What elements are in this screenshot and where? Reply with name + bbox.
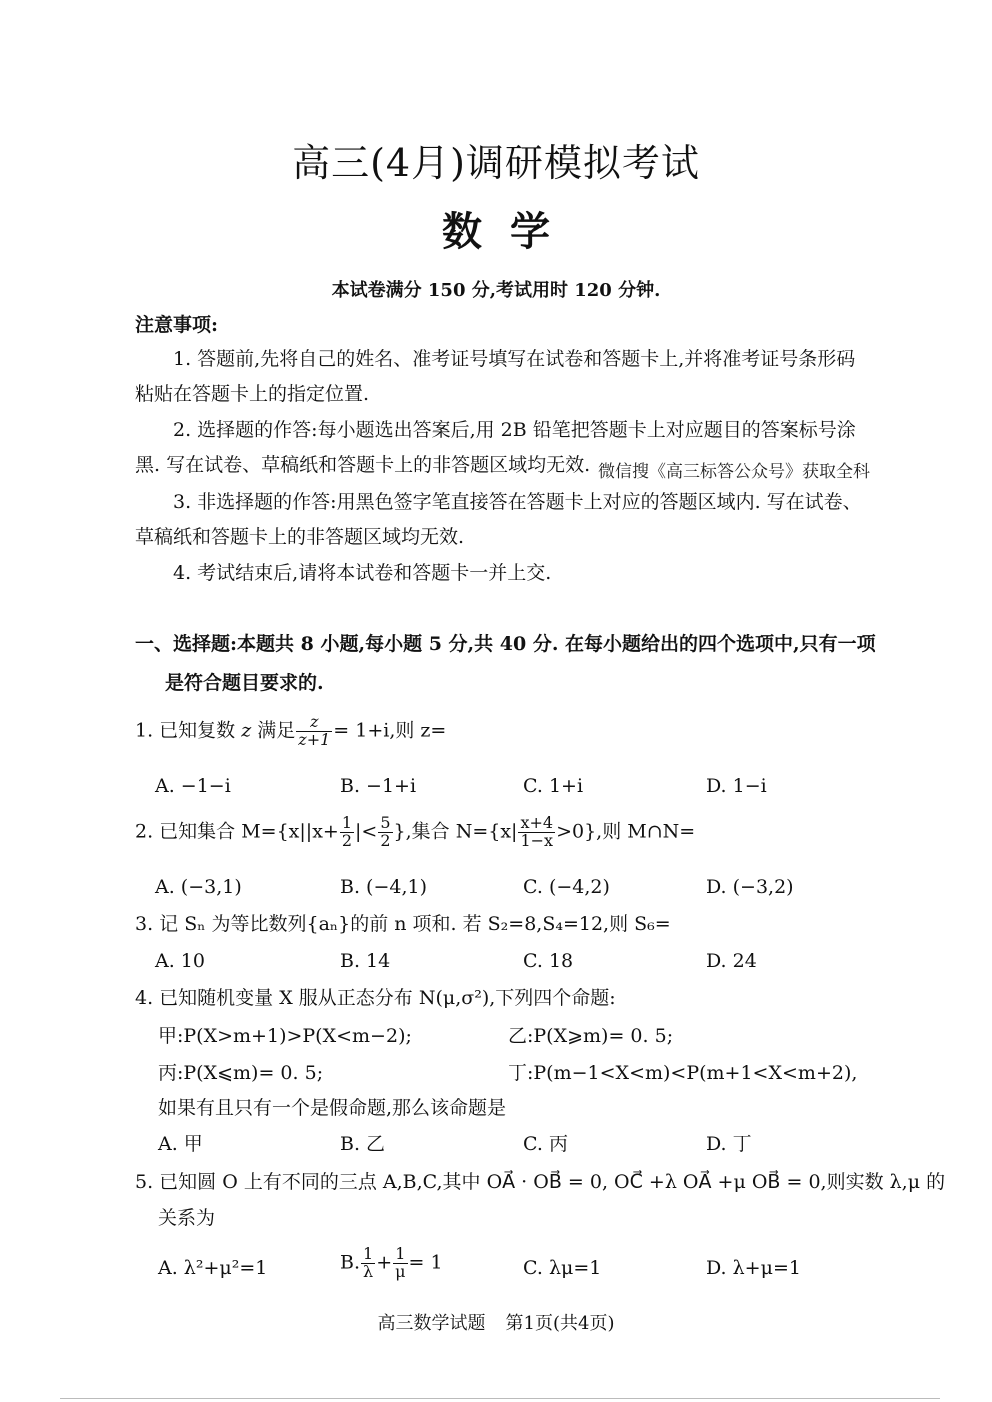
question-2 [135, 815, 695, 850]
footer-title: 高三数学试题 [377, 1313, 486, 1334]
q2-option-a: A. (−3,1) [155, 876, 242, 898]
question-3: 3. 记 Sₙ 为等比数列{aₙ}的前 n 项和. 若 S₂=8,S₄=12,则 S₆= [135, 913, 671, 935]
q2-option-d: D. (−3,2) [706, 876, 794, 898]
question-1 [135, 714, 446, 749]
notice-item-2-line-2: 黑. 写在试卷、草稿纸和答题卡上的非答题区域均无效. [135, 454, 591, 476]
q4-option-b: B. 乙 [340, 1133, 386, 1155]
page-footer [0, 1309, 992, 1335]
q5-option-a: A. λ²+μ²=1 [158, 1257, 268, 1279]
q4-option-a: A. 甲 [158, 1133, 203, 1155]
q4-proposition-yi: 乙:P(X⩾m)= 0. 5; [508, 1025, 674, 1047]
notice-item-4: 4. 考试结束后,请将本试卷和答题卡一并上交. [173, 562, 552, 584]
q5-option-d: D. λ+μ=1 [706, 1257, 801, 1279]
q2-fraction-1-num: 1 [341, 813, 353, 832]
q1-text-mid: 满足 [251, 719, 296, 742]
q4-option-d: D. 丁 [706, 1133, 752, 1155]
q2-fraction-1 [340, 815, 354, 850]
notice-item-1-line-2: 粘贴在答题卡上的指定位置. [135, 383, 370, 405]
notice-item-1-line-1: 1. 答题前,先将自己的姓名、准考证号填写在试卷和答题卡上,并将准考证号条形码 [173, 348, 856, 370]
question-5-line-2: 关系为 [158, 1207, 216, 1229]
q3-option-b: B. 14 [340, 950, 391, 972]
q4-proposition-ding: 丁:P(m−1<X<m)<P(m+1<X<m+2), [508, 1062, 858, 1084]
q2-fraction-2 [378, 815, 392, 850]
q3-option-c: C. 18 [523, 950, 574, 972]
q4-proposition-jia: 甲:P(X>m+1)>P(X<m−2); [158, 1025, 412, 1047]
q1-text-pre: 1. 已知复数 [135, 719, 242, 742]
q5-option-b-plus: + [376, 1251, 393, 1274]
subject-title: 数学 [442, 208, 578, 255]
q1-fraction [296, 714, 332, 749]
q4-option-c: C. 丙 [523, 1133, 568, 1155]
q1-option-a: A. −1−i [155, 775, 231, 797]
notice-item-3-line-2: 草稿纸和答题卡上的非答题区域均无效. [135, 526, 465, 548]
q2-fraction-3-num: x+4 [520, 813, 554, 832]
q2-text-mid1: |< [355, 820, 378, 843]
exam-title: 高三(4月)调研模拟考试 [292, 141, 700, 185]
q3-option-a: A. 10 [155, 950, 205, 972]
q1-fraction-num: z [296, 714, 332, 732]
q5-option-c: C. λμ=1 [523, 1257, 602, 1279]
q5-option-b-fraction-2-num: 1 [393, 1246, 407, 1264]
q5-option-b-fraction-1 [361, 1246, 375, 1281]
q5-option-b-post: = 1 [408, 1251, 443, 1274]
q2-fraction-3-den: 1−x [520, 830, 554, 850]
q5-option-b-fraction-2-den: μ [395, 1261, 406, 1281]
q1-option-b: B. −1+i [340, 775, 417, 797]
q1-text-post: = 1+i,则 z= [333, 719, 447, 742]
notice-item-2-line-1: 2. 选择题的作答:每小题选出答案后,用 2B 铅笔把答题卡上对应题目的答案标号涂 [173, 419, 856, 441]
q2-option-c: C. (−4,2) [523, 876, 610, 898]
score-note: 本试卷满分 150 分,考试用时 120 分钟. [331, 280, 661, 301]
section1-heading-line-2: 是符合题目要求的. [165, 672, 324, 694]
question-5-line-1: 5. 已知圆 O 上有不同的三点 A,B,C,其中 OA⃗ · OB⃗ = 0, OC⃗ +λ OA⃗ +μ OB⃗ = 0,则实数 λ,μ 的 [135, 1171, 946, 1193]
footer-page: 第1页(共4页) [505, 1313, 615, 1334]
q3-option-d: D. 24 [706, 950, 757, 972]
q1-var: z [241, 719, 252, 742]
q1-option-d: D. 1−i [706, 775, 767, 797]
bottom-divider [60, 1398, 940, 1399]
q1-fraction-den: z+1 [298, 729, 331, 749]
notice-item-3-line-1: 3. 非选择题的作答:用黑色签字笔直接答在答题卡上对应的答题区域内. 写在试卷、 [173, 491, 862, 513]
q2-fraction-3 [518, 815, 555, 850]
q5-option-b [340, 1246, 443, 1281]
q5-option-b-fraction-1-den: λ [363, 1261, 374, 1281]
q2-fraction-1-den: 2 [341, 830, 353, 850]
q2-text-post: >0},则 M∩N= [556, 820, 696, 843]
section1-heading-line-1: 一、选择题:本题共 8 小题,每小题 5 分,共 40 分. 在每小题给出的四个选项中,只有一项 [135, 633, 876, 655]
notice-heading: 注意事项: [135, 314, 219, 336]
q2-text-pre: 2. 已知集合 M={x||x+ [135, 820, 339, 843]
question-4: 4. 已知随机变量 X 服从正态分布 N(μ,σ²),下列四个命题: [135, 987, 616, 1009]
q2-option-b: B. (−4,1) [340, 876, 428, 898]
q2-fraction-2-num: 5 [380, 813, 391, 832]
q5-option-b-label: B. [340, 1251, 361, 1274]
q1-option-c: C. 1+i [523, 775, 584, 797]
watermark-text: 微信搜《高三标答公众号》获取全科 [598, 462, 870, 482]
q4-proposition-bing: 丙:P(X⩽m)= 0. 5; [158, 1062, 324, 1084]
q2-fraction-2-den: 2 [380, 830, 391, 850]
q2-text-mid2: },集合 N={x| [393, 820, 518, 843]
q5-option-b-fraction-2 [393, 1246, 407, 1281]
q4-question: 如果有且只有一个是假命题,那么该命题是 [158, 1097, 507, 1119]
q5-option-b-fraction-1-num: 1 [363, 1244, 374, 1263]
